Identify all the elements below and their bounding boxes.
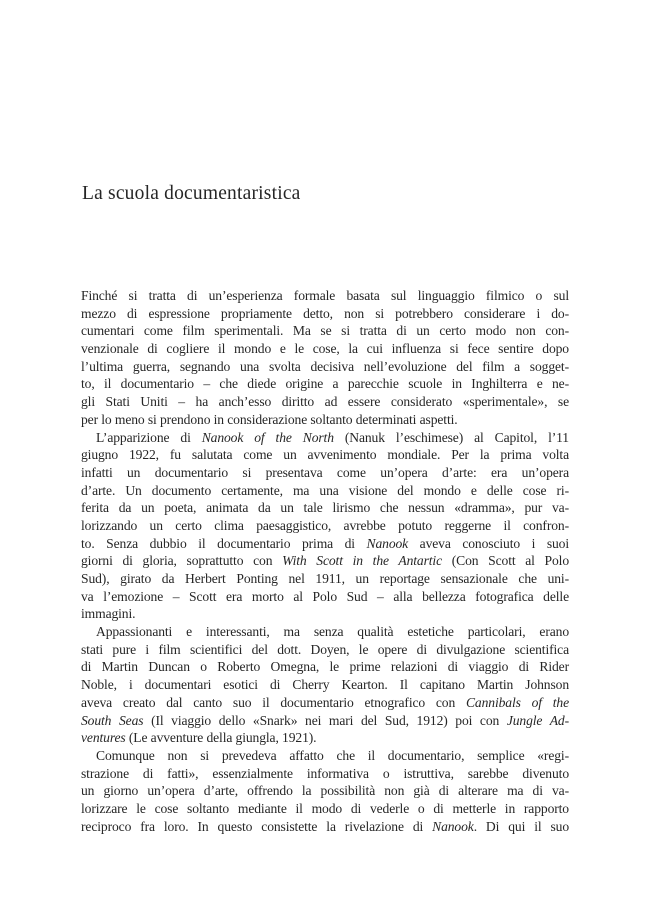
text-line (81, 517, 569, 535)
text-segment: Finché si tratta di un’esperienza formale basata sul linguaggio filmico o sul (81, 288, 569, 303)
text-line (81, 570, 569, 588)
text-line (81, 747, 569, 765)
film-title-italic: Nanook (432, 818, 474, 834)
text-segment: Comunque non si prevedeva affatto che il documentario, semplice «regi- (96, 747, 569, 763)
text-segment: L’apparizione di (96, 429, 202, 445)
text-segment: to, il documentario – che diede origine a parecchie scuole in Inghilterra e ne- (81, 376, 569, 392)
text-line (81, 765, 569, 783)
text-line (81, 712, 569, 730)
text-segment: strazione di fatti», essenzialmente informativa o istruttiva, sarebbe divenuto (81, 765, 569, 781)
text-line (81, 694, 569, 712)
text-line (81, 446, 569, 464)
paragraph (81, 429, 569, 624)
text-segment: Noble, i documentari esotici di Cherry Kearton. Il capitano Martin Johnson (81, 677, 569, 693)
text-line (81, 375, 569, 393)
film-title-italic: Nanook (366, 535, 409, 551)
text-line (81, 305, 569, 323)
paragraph (81, 287, 569, 429)
text-line (81, 393, 569, 411)
film-title-italic: South Seas (81, 712, 144, 728)
text-segment: aveva conosciuto i suoi (408, 535, 569, 551)
text-segment: gli Stati Uniti – ha anch’esso diritto ad essere considerato «sperimentale», se (81, 394, 569, 410)
text-line (81, 641, 569, 659)
text-line (81, 605, 569, 623)
text-line (81, 729, 569, 747)
text-segment: giorni di gloria, soprattutto con (81, 553, 283, 569)
text-segment: mezzo di espressione propriamente detto, non si potrebbero considerare i do- (81, 305, 569, 321)
text-segment: reciproco fra loro. In questo consistette la rivelazione di (81, 818, 433, 834)
text-segment: lorizzando un certo clima paesaggistico, avrebbe potuto reggerne il confron- (81, 517, 569, 533)
text-line (81, 588, 569, 606)
text-segment: (Le avventure della giungla, 1921). (125, 730, 317, 746)
text-line (81, 322, 569, 340)
text-segment: (Con Scott al Polo (442, 553, 569, 569)
text-segment: (Il viaggio dello «Snark» nei mari del Sud, 1912) poi con (143, 712, 507, 728)
text-segment: aveva creato dal canto suo il documentario etnografico con (81, 694, 466, 710)
paragraph (81, 623, 569, 747)
chapter-title: La scuola documentaristica (82, 183, 301, 204)
text-line (81, 782, 569, 800)
text-segment: giugno 1922, fu salutata come un avvenimento mondiale. Per la prima volta (81, 447, 569, 463)
text-segment: l’ultima guerra, segnando una svolta decisiva nell’evoluzione del film a sogget- (81, 358, 569, 374)
text-segment: (Nanuk l’eschimese) al Capitol, l’11 (333, 429, 569, 445)
text-segment: infatti un documentario si presentava come un’opera d’arte: era un’opera (81, 464, 569, 480)
text-segment: lorizzare le cose soltanto mediante il modo di vederle o di metterle in rapporto (81, 800, 569, 816)
text-line (81, 818, 569, 836)
text-line (81, 340, 569, 358)
text-line (81, 499, 569, 517)
text-segment: cumentari come film sperimentali. Ma se si tratta di un certo modo non con- (81, 323, 569, 339)
text-segment: per lo meno si prendono in considerazione soltanto determinati aspetti. (81, 411, 458, 427)
text-line (81, 464, 569, 482)
text-line (81, 482, 569, 500)
text-segment: to. Senza dubbio il documentario prima di (81, 535, 367, 551)
text-line (81, 800, 569, 818)
film-title-italic: ventures (81, 730, 126, 746)
text-segment: venzionale di cogliere il mondo e le cose, la cui influenza si fece sentire dopo (81, 341, 569, 357)
text-line (81, 535, 569, 553)
text-line (81, 411, 569, 429)
text-line (81, 429, 569, 447)
paragraph (81, 747, 569, 835)
film-title-italic: Cannibals of the (465, 694, 569, 710)
text-segment: ferita da un poeta, animata da un tale lirismo che nessun «dramma», pur va- (81, 500, 569, 516)
text-segment: stati pure i film scientifici del dott. Doyen, le opere di divulgazione scientifica (81, 641, 569, 657)
text-line (81, 676, 569, 694)
text-segment: un giorno un’opera d’arte, offrendo la possibilità non già di alterare ma di va- (81, 783, 569, 799)
film-title-italic: With Scott in the Antartic (282, 553, 442, 569)
film-title-italic: Jungle Ad- (506, 712, 569, 728)
text-segment: Sud), girato da Herbert Ponting nel 1911, un reportage sensazionale che uni- (81, 571, 569, 586)
body-text (81, 287, 569, 835)
text-line (81, 287, 569, 305)
text-line (81, 623, 569, 641)
text-line (81, 658, 569, 676)
text-segment: Appassionanti e interessanti, ma senza qualità estetiche particolari, erano (96, 624, 569, 640)
text-line (81, 552, 569, 570)
text-segment: d’arte. Un documento certamente, ma una visione del mondo e delle cose ri- (81, 482, 569, 498)
text-segment: va l’emozione – Scott era morto al Polo Sud – alla bellezza fotografica delle (81, 588, 569, 604)
text-line (81, 358, 569, 376)
text-segment: immagini. (81, 606, 136, 622)
film-title-italic: Nanook of the North (201, 429, 334, 445)
text-segment: . Di qui il suo (473, 818, 569, 834)
text-segment: di Martin Duncan o Roberto Omegna, le prime relazioni di viaggio di Rider (81, 659, 569, 675)
